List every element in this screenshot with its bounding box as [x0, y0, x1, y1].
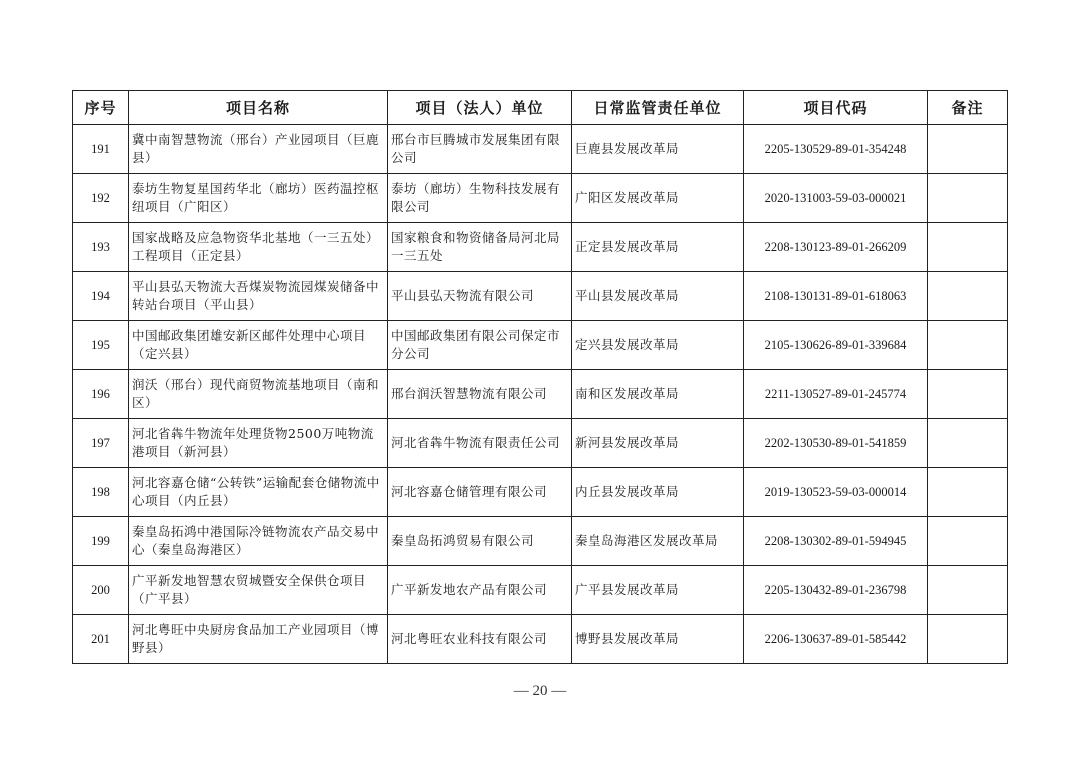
- cell-supervisor: 新河县发展改革局: [572, 419, 744, 468]
- cell-supervisor: 内丘县发展改革局: [572, 468, 744, 517]
- cell-remark: [928, 615, 1008, 664]
- cell-remark: [928, 223, 1008, 272]
- table-row: [73, 517, 1008, 566]
- cell-project-owner: 邢台市巨腾城市发展集团有限公司: [388, 125, 572, 174]
- cell-supervisor: 正定县发展改革局: [572, 223, 744, 272]
- header-project-owner: 项目（法人）单位: [388, 91, 572, 125]
- table-row: [73, 615, 1008, 664]
- cell-supervisor: 广阳区发展改革局: [572, 174, 744, 223]
- cell-project-name: 河北容嘉仓储“公转铁”运输配套仓储物流中心项目（内丘县）: [129, 468, 388, 517]
- cell-supervisor: 平山县发展改革局: [572, 272, 744, 321]
- cell-project-code: 2208-130302-89-01-594945: [744, 517, 928, 566]
- header-project-code: 项目代码: [744, 91, 928, 125]
- table-row: [73, 272, 1008, 321]
- table-row: [73, 223, 1008, 272]
- cell-supervisor: 南和区发展改革局: [572, 370, 744, 419]
- table-row: [73, 370, 1008, 419]
- cell-project-owner: 广平新发地农产品有限公司: [388, 566, 572, 615]
- cell-supervisor: 定兴县发展改革局: [572, 321, 744, 370]
- cell-index: 191: [73, 125, 129, 174]
- cell-remark: [928, 321, 1008, 370]
- cell-project-code: 2205-130432-89-01-236798: [744, 566, 928, 615]
- table-header-row: [73, 91, 1008, 125]
- cell-project-owner: 中国邮政集团有限公司保定市分公司: [388, 321, 572, 370]
- cell-remark: [928, 419, 1008, 468]
- cell-remark: [928, 517, 1008, 566]
- cell-project-owner: 秦皇岛拓鸿贸易有限公司: [388, 517, 572, 566]
- cell-supervisor: 博野县发展改革局: [572, 615, 744, 664]
- cell-project-owner: 平山县弘天物流有限公司: [388, 272, 572, 321]
- cell-supervisor: 秦皇岛海港区发展改革局: [572, 517, 744, 566]
- cell-index: 195: [73, 321, 129, 370]
- cell-index: 198: [73, 468, 129, 517]
- cell-remark: [928, 370, 1008, 419]
- cell-project-code: 2019-130523-59-03-000014: [744, 468, 928, 517]
- cell-remark: [928, 174, 1008, 223]
- table-row: [73, 468, 1008, 517]
- cell-project-name: 润沃（邢台）现代商贸物流基地项目（南和区）: [129, 370, 388, 419]
- table-row: [73, 125, 1008, 174]
- project-table: [72, 90, 1008, 664]
- cell-supervisor: 巨鹿县发展改革局: [572, 125, 744, 174]
- cell-index: 200: [73, 566, 129, 615]
- cell-project-code: 2205-130529-89-01-354248: [744, 125, 928, 174]
- cell-project-name: 河北粤旺中央厨房食品加工产业园项目（博野县）: [129, 615, 388, 664]
- cell-project-owner: 泰坊（廊坊）生物科技发展有限公司: [388, 174, 572, 223]
- header-supervisor: 日常监管责任单位: [572, 91, 744, 125]
- table-row: [73, 321, 1008, 370]
- cell-project-name: 国家战略及应急物资华北基地（一三五处）工程项目（正定县）: [129, 223, 388, 272]
- cell-remark: [928, 125, 1008, 174]
- cell-project-code: 2108-130131-89-01-618063: [744, 272, 928, 321]
- cell-index: 199: [73, 517, 129, 566]
- cell-index: 197: [73, 419, 129, 468]
- cell-project-name: 平山县弘天物流大吾煤炭物流园煤炭储备中转站台项目（平山县）: [129, 272, 388, 321]
- header-index: 序号: [73, 91, 129, 125]
- cell-index: 196: [73, 370, 129, 419]
- cell-project-code: 2105-130626-89-01-339684: [744, 321, 928, 370]
- cell-project-owner: 邢台润沃智慧物流有限公司: [388, 370, 572, 419]
- header-remark: 备注: [928, 91, 1008, 125]
- cell-index: 192: [73, 174, 129, 223]
- cell-index: 193: [73, 223, 129, 272]
- cell-index: 194: [73, 272, 129, 321]
- cell-project-name: 广平新发地智慧农贸城暨安全保供仓项目（广平县）: [129, 566, 388, 615]
- cell-remark: [928, 468, 1008, 517]
- cell-index: 201: [73, 615, 129, 664]
- table-row: [73, 174, 1008, 223]
- table-row: [73, 419, 1008, 468]
- table-row: [73, 566, 1008, 615]
- cell-project-name: 中国邮政集团雄安新区邮件处理中心项目（定兴县）: [129, 321, 388, 370]
- cell-supervisor: 广平县发展改革局: [572, 566, 744, 615]
- cell-project-name: 河北省犇牛物流年处理货物2500万吨物流港项目（新河县）: [129, 419, 388, 468]
- cell-remark: [928, 272, 1008, 321]
- cell-project-owner: 国家粮食和物资储备局河北局一三五处: [388, 223, 572, 272]
- header-project-name: 项目名称: [129, 91, 388, 125]
- cell-remark: [928, 566, 1008, 615]
- cell-project-code: 2208-130123-89-01-266209: [744, 223, 928, 272]
- cell-project-code: 2202-130530-89-01-541859: [744, 419, 928, 468]
- cell-project-owner: 河北粤旺农业科技有限公司: [388, 615, 572, 664]
- cell-project-name: 冀中南智慧物流（邢台）产业园项目（巨鹿县）: [129, 125, 388, 174]
- cell-project-name: 泰坊生物复星国药华北（廊坊）医药温控枢纽项目（广阳区）: [129, 174, 388, 223]
- cell-project-code: 2211-130527-89-01-245774: [744, 370, 928, 419]
- cell-project-name: 秦皇岛拓鸿中港国际冷链物流农产品交易中心（秦皇岛海港区）: [129, 517, 388, 566]
- page-number: — 20 —: [513, 683, 567, 699]
- cell-project-code: 2020-131003-59-03-000021: [744, 174, 928, 223]
- cell-project-owner: 河北容嘉仓储管理有限公司: [388, 468, 572, 517]
- cell-project-owner: 河北省犇牛物流有限责任公司: [388, 419, 572, 468]
- cell-project-code: 2206-130637-89-01-585442: [744, 615, 928, 664]
